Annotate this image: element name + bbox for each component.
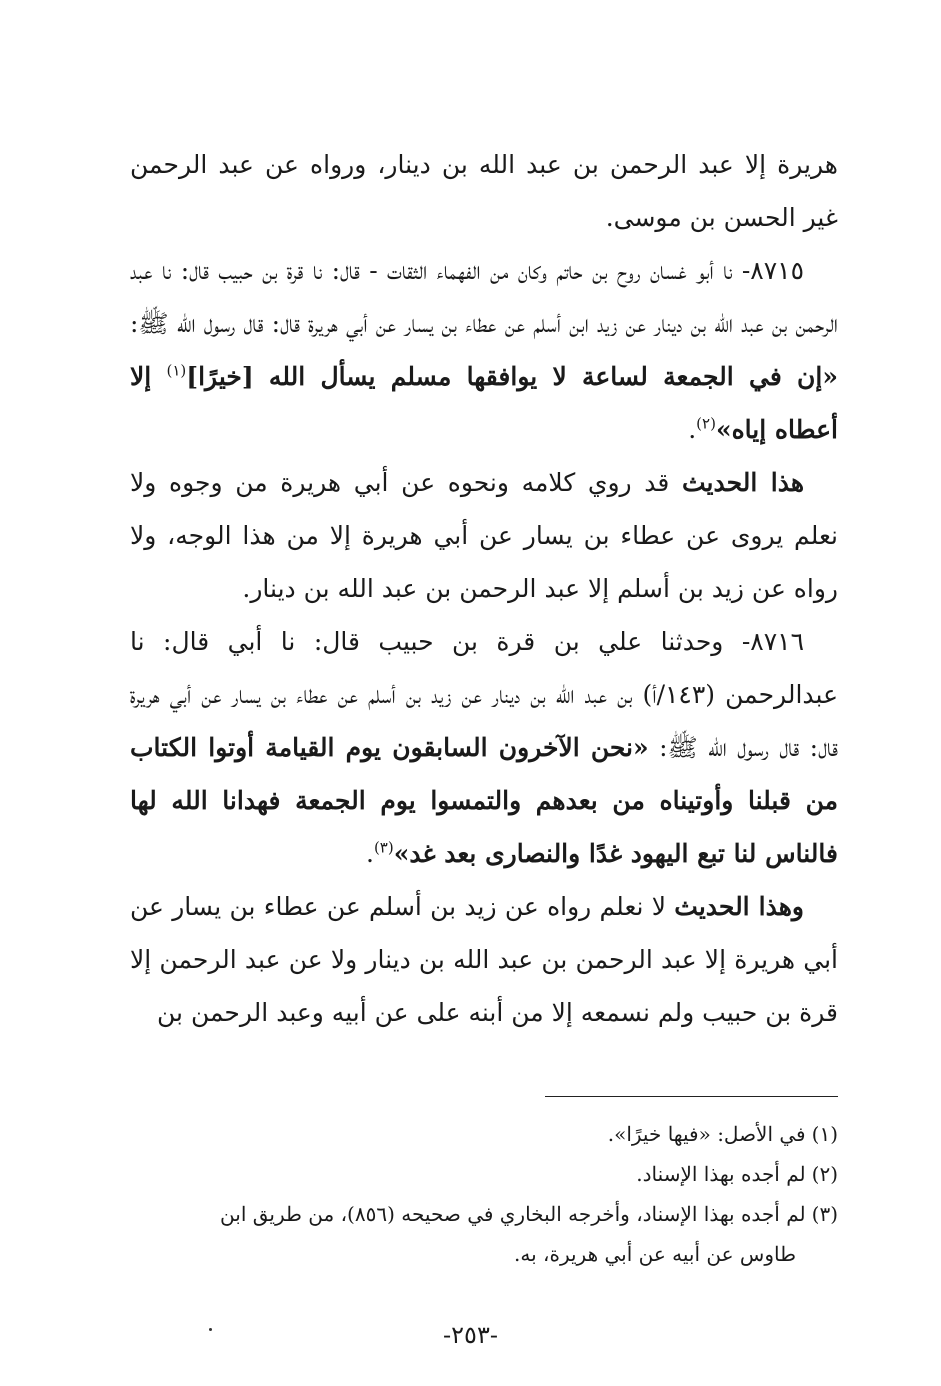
footnote-2 (130, 1154, 838, 1194)
paragraph-continuation (130, 138, 838, 244)
footnote-3-continuation (130, 1234, 838, 1274)
period: . (688, 415, 697, 444)
page-number: -٢٥٣- (443, 1321, 498, 1349)
hadith-text: إلا أعطاه إياه» (130, 362, 838, 444)
footnotes (130, 1114, 838, 1274)
hadith-8715 (130, 244, 838, 456)
footnote-1 (130, 1114, 838, 1154)
hadith-text: «إن في الجمعة لساعة لا يوافقها مسلم يسأل الله [خيرًا] (186, 362, 838, 391)
footnote-ref-1: (١) (166, 361, 187, 380)
hadith-8716 (130, 615, 838, 880)
footnote-ref-3: (٣) (373, 838, 394, 857)
isnad-text: ٨٧١٦- وحدثنا علي بن قرة بن حبيب قال: نا أبي قال: نا عبدالرحمن (١٤٣/أ) بن عبد الله بن دينار عن زيد بن أسلم عن عطاء بن يسار عن أبي هريرة قال: قال رسول الله ﷺ: (130, 627, 839, 762)
footnote-text: لم أجده بهذا الإسناد. (636, 1162, 806, 1186)
footnote-3 (130, 1194, 838, 1234)
main-text (130, 138, 838, 1039)
isnad-text: ٨٧١٥- نا أبو غسان روح بن حاتم وكان من الفهماء الثقات - قال: نا قرة بن حبيب قال: نا عبد الرحمن بن عبد الله بن دينار عن زيد ابن أسلم عن عطاء بن يسار عن أبي هريرة قال: قال رسول الله ﷺ: (130, 256, 838, 338)
footnote-number: (٣) (811, 1202, 838, 1226)
commentary-text: لا نعلم رواه عن زيد بن أسلم عن عطاء بن يسار عن أبي هريرة إلا عبد الرحمن بن عبد الله بن دينار ولا عن عبد الرحمن إلا قرة بن حبيب ولم نسمعه إلا من أبنه على عن أبيه وعبد الرحمن بن (130, 892, 838, 1027)
footnote-number: (٢) (811, 1162, 838, 1186)
footnote-ref-2: (٢) (696, 414, 716, 433)
hadith-text: «نحن الآخرون السابقون يوم القيامة أوتوا الكتاب من قبلنا وأوتيناه من بعدهم والتمسوا يوم الجمعة فهدانا الله لها فالناس لنا تبع اليهود غدًا والنصارى بعد غد» (130, 733, 838, 868)
footnote-number: (١) (811, 1122, 838, 1146)
commentary-paragraph (130, 880, 838, 1039)
commentary-text: قد روي كلامه ونحوه عن أبي هريرة من وجوه ولا نعلم يروى عن عطاء بن يسار عن أبي هريرة إلا من هذا الوجه، ولا رواه عن زيد بن أسلم إلا عبد الرحمن بن عبد الله بن دينار. (130, 468, 838, 603)
commentary-paragraph (130, 456, 838, 615)
footnote-text: لم أجده بهذا الإسناد، وأخرجه البخاري في صحيحه (٨٥٦)، من طريق ابن (220, 1202, 806, 1226)
footnote-text: طاوس عن أبيه عن أبي هريرة، به. (514, 1242, 796, 1266)
footnote-text: في الأصل: «فيها خيرًا». (607, 1122, 806, 1146)
footnote-separator (545, 1096, 838, 1097)
commentary-lead: هذا الحديث (682, 468, 804, 497)
commentary-lead: وهذا الحديث (674, 892, 804, 921)
paragraph-text: هريرة إلا عبد الرحمن بن عبد الله بن دينار، ورواه عن عبد الرحمن غير الحسن بن موسى. (130, 150, 838, 232)
period: . (365, 839, 374, 868)
